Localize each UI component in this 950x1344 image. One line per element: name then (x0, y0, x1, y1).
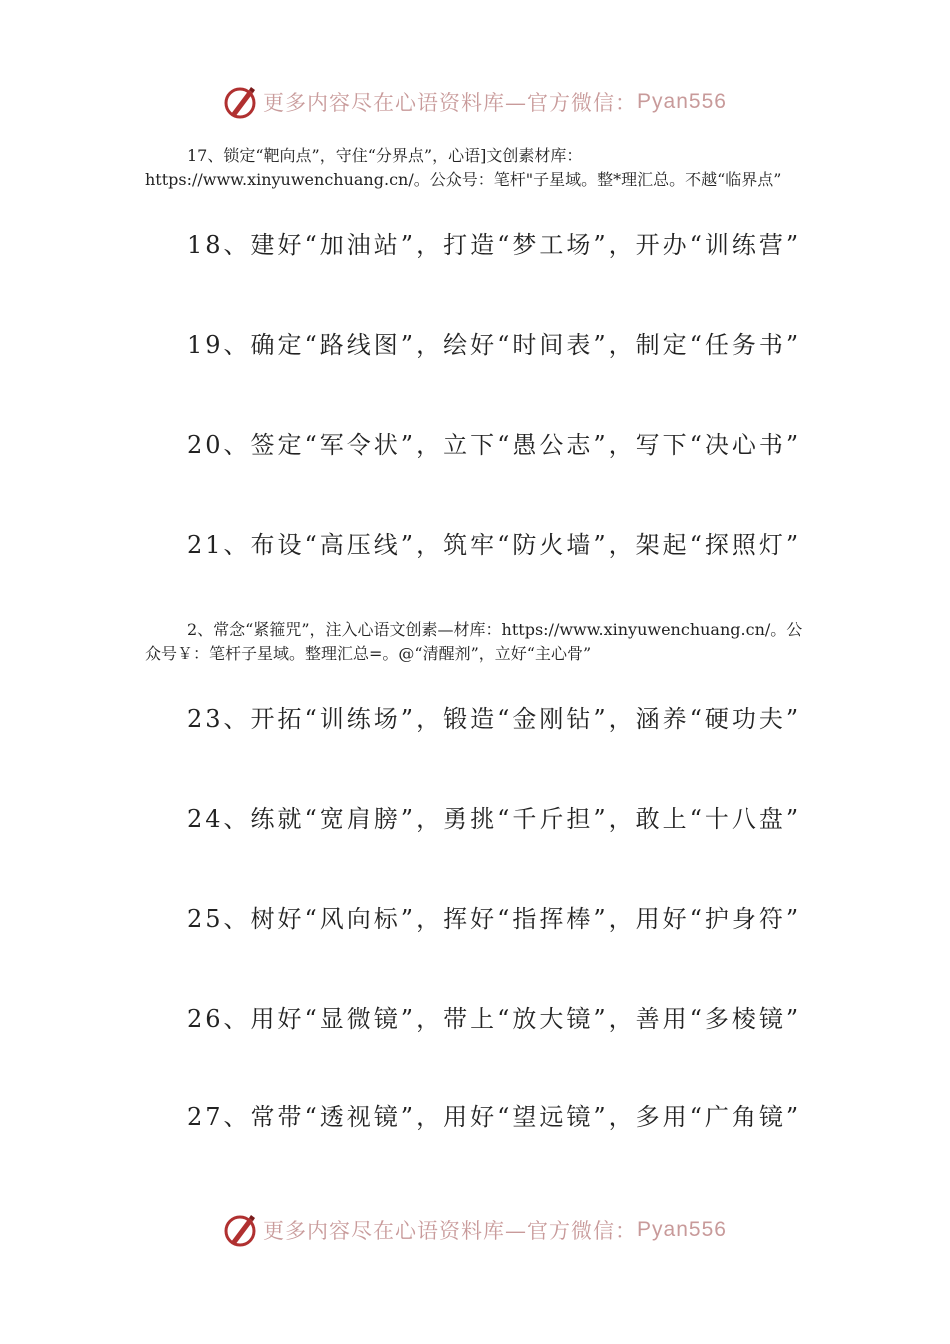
paragraph-24: 24、练就“宽肩膀”，勇挑“千斤担”，敢上“十八盘” (187, 805, 802, 833)
pen-logo-icon (223, 1212, 259, 1248)
banner-text: 更多内容尽在心语资料库—官方微信： (263, 91, 638, 115)
paragraph-26: 26、用好“显微镜”，带上“放大镜”，善用“多棱镜” (187, 1005, 802, 1033)
header-banner (0, 82, 950, 122)
paragraph-27: 27、常带“透视镜”，用好“望远镜”，多用“广角镜” (187, 1103, 802, 1131)
paragraph-17: 17、锁定“靶向点”，守住“分界点”，心语]文创素材库：https://www.xinyuwenchuang.cn/。公众号：笔杆"子星域。整*理汇总。不越“临界点” (145, 146, 782, 189)
paragraph-25: 25、树好“风向标”，挥好“指挥棒”，用好“护身符” (187, 905, 802, 933)
paragraph-19: 19、确定“路线图”，绘好“时间表”，制定“任务书” (187, 331, 802, 359)
footer-banner (0, 1210, 950, 1250)
pen-logo-icon (223, 84, 259, 120)
wechat-id: Pyan556 (637, 1218, 727, 1241)
banner-text: 更多内容尽在心语资料库—官方微信： (263, 1219, 638, 1243)
paragraph-18: 18、建好“加油站”，打造“梦工场”，开办“训练营” (187, 231, 802, 259)
paragraph-23: 23、开拓“训练场”，锻造“金刚钻”，涵养“硬功夫” (187, 705, 802, 733)
paragraph-22: 2、常念“紧箍咒”，注入心语文创素—材库：https://www.xinyuwenchuang.cn/。公众号￥：笔杆子星域。整理汇总=。@“清醒剂”，立好“主心骨” (145, 620, 803, 663)
paragraph-21: 21、布设“高压线”，筑牢“防火墙”，架起“探照灯” (187, 531, 802, 559)
wechat-id: Pyan556 (637, 90, 727, 113)
paragraph-20: 20、签定“军令状”，立下“愚公志”，写下“决心书” (187, 431, 802, 459)
